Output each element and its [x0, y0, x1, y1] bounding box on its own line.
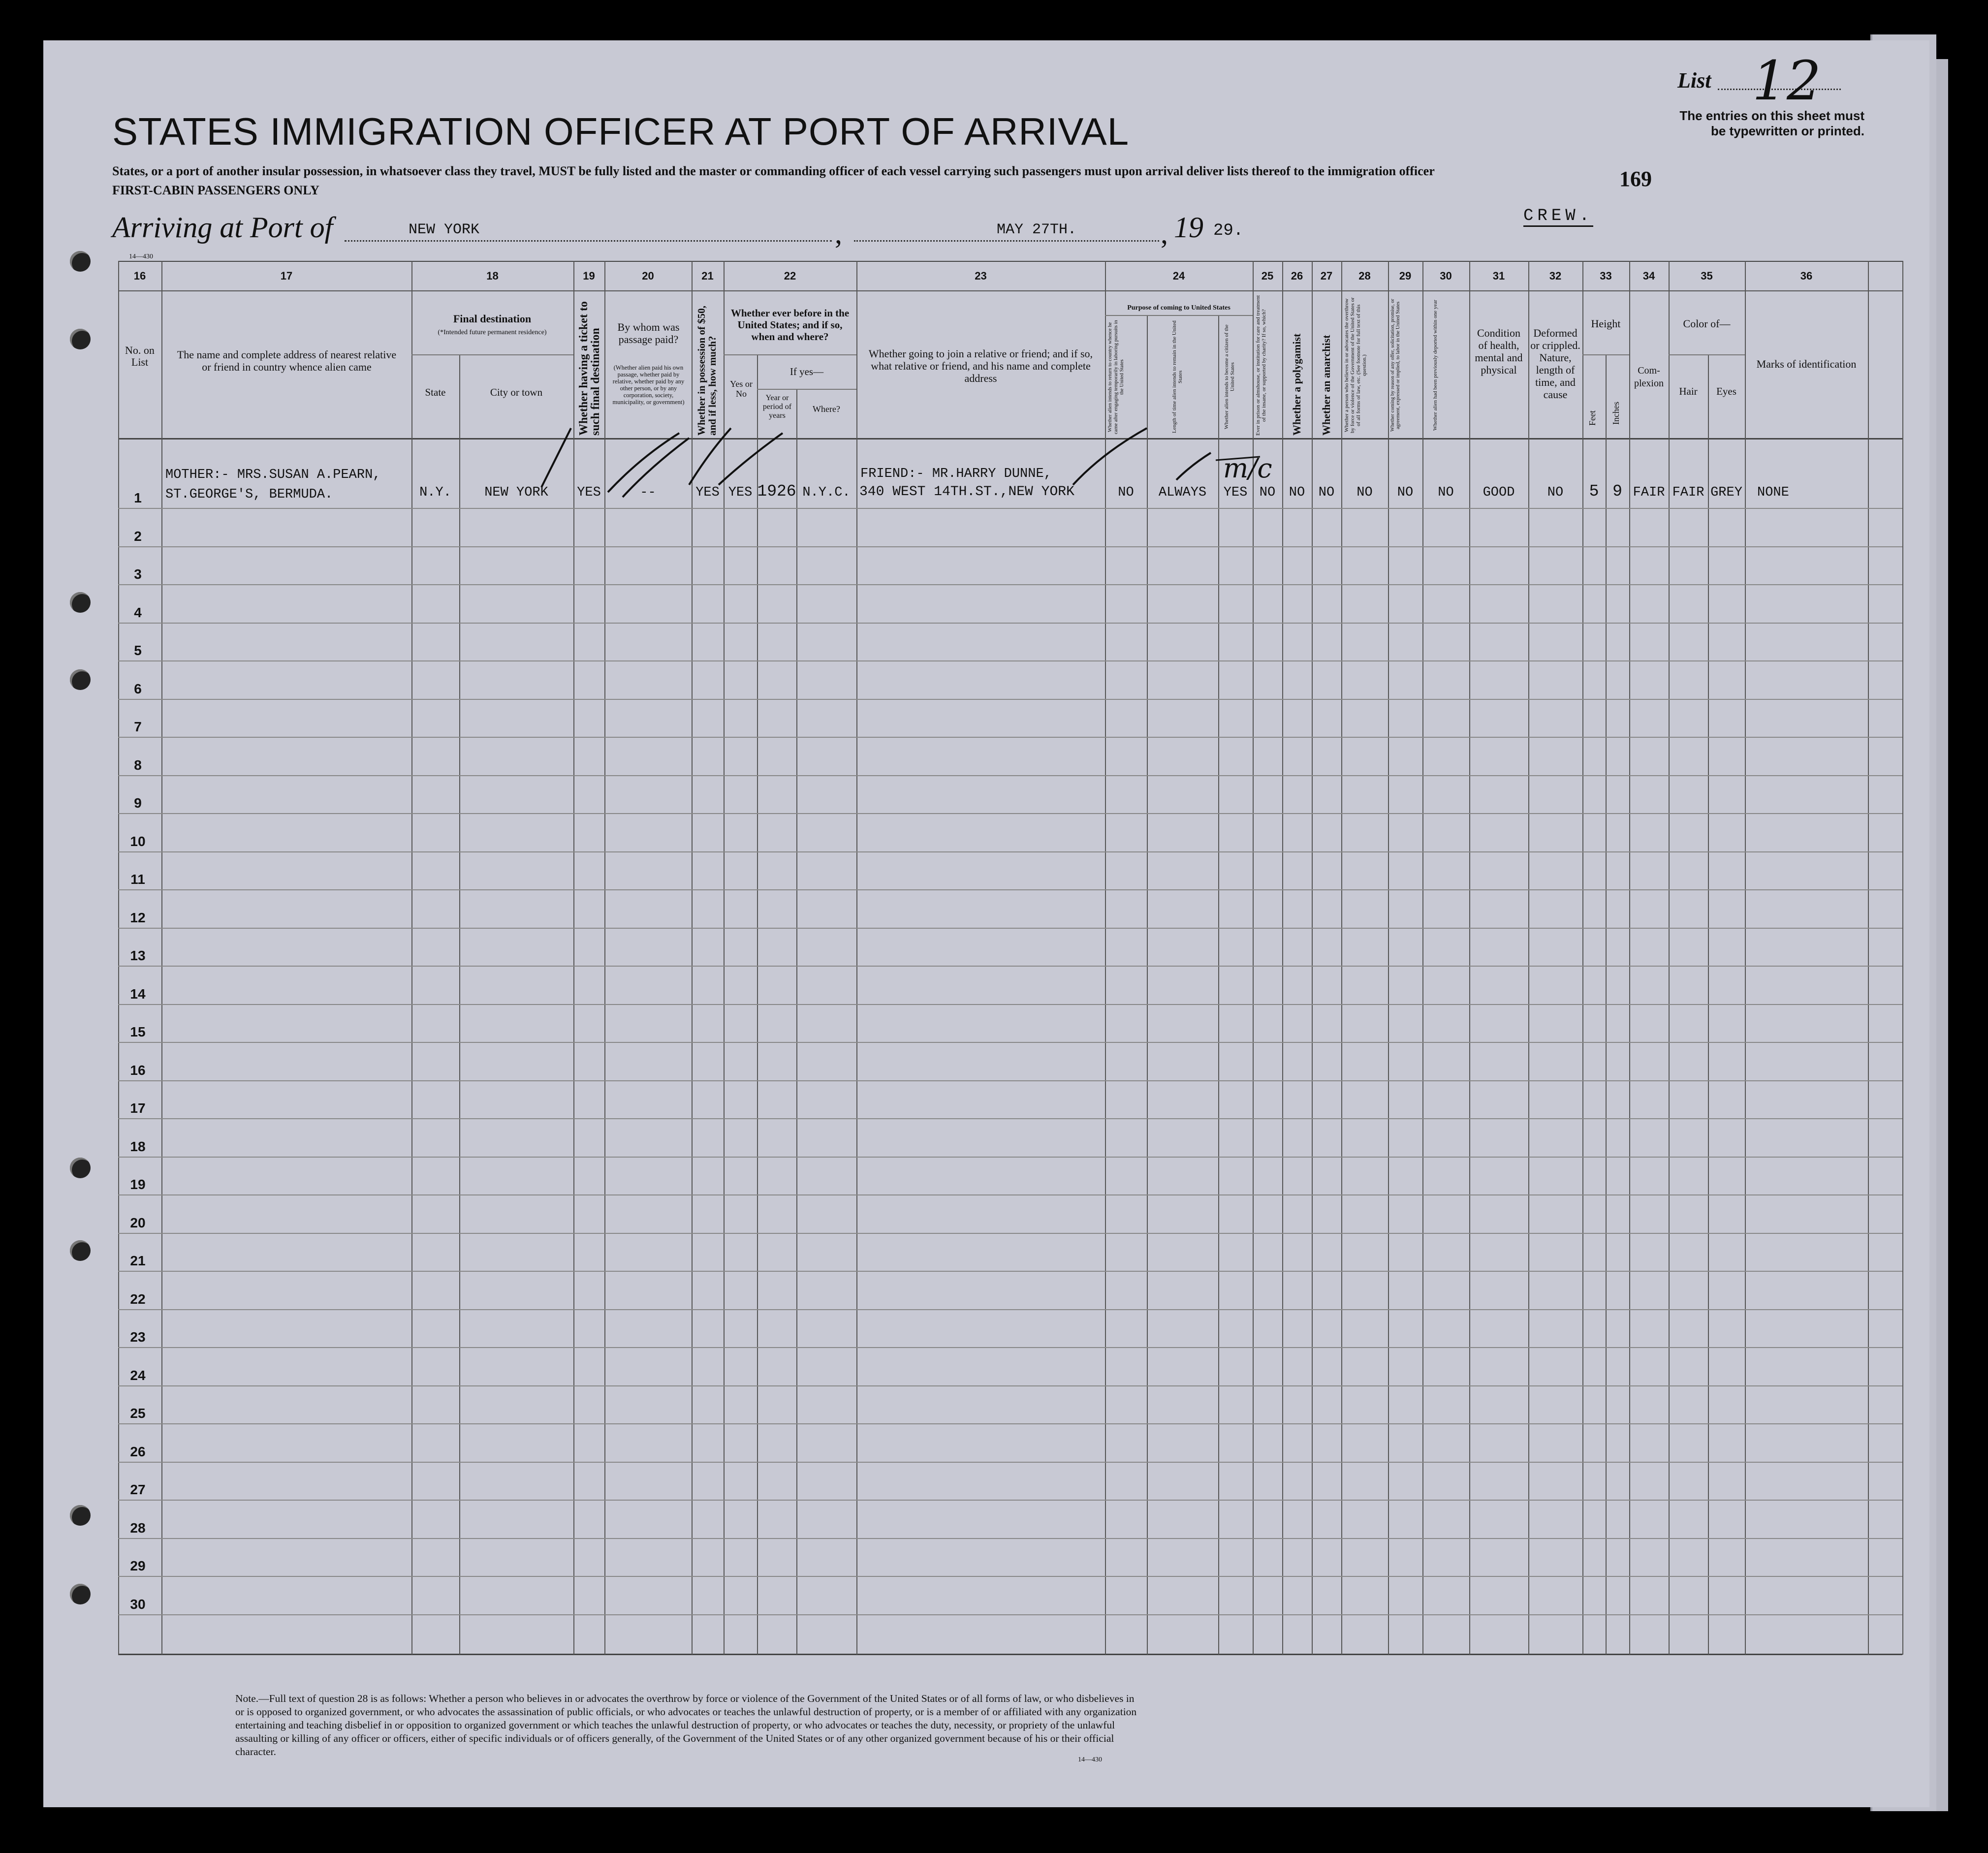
row-number: 4: [134, 604, 142, 620]
header-passage-paid-note: (Whether alien paid his own passage, whether paid by relative, whether paid by any other person, or by any corporation, society, municipality, or government): [612, 364, 685, 406]
header-offer: Whether coming by reason of any offer, solicitation, promise, or agreement, expressed or implied, to labor in the United States: [1390, 299, 1401, 432]
header-money: Whether in possession of $50, and if less, how much?: [695, 306, 718, 436]
eyes-value: GREY: [1710, 485, 1742, 500]
row-number: 15: [130, 1024, 146, 1039]
check-stroke: [1073, 428, 1147, 485]
row-number: 19: [130, 1177, 146, 1192]
row-number: 1: [134, 490, 142, 505]
where-value: N.Y.C.: [802, 485, 851, 500]
row-number: 3: [134, 566, 142, 582]
column-number: 25: [1261, 270, 1274, 282]
check-stroke: [608, 433, 679, 492]
year-prefix: 19: [1174, 211, 1203, 244]
header-deformed: Deformed or crippled. Nature, length of time, and cause: [1530, 327, 1580, 401]
header-passage-paid: By whom was passage paid?: [617, 321, 680, 345]
header-if-yes: If yes—: [789, 366, 824, 377]
inches-value: 9: [1612, 482, 1622, 501]
row-number: 12: [130, 910, 146, 925]
header-length: Length of time alien intends to remain in the United States: [1171, 320, 1183, 434]
check-stroke: [689, 428, 731, 485]
arriving-label: Arriving at Port of: [112, 211, 333, 244]
header-marks: Marks of identification: [1756, 358, 1857, 370]
column-number: 31: [1492, 270, 1505, 282]
header-complexion: Com-plexion: [1634, 365, 1664, 389]
header-deported: Whether alien had been previously deported within one year: [1432, 300, 1438, 431]
port-value: NEW YORK: [409, 221, 480, 238]
header-final-destination: Final destination: [453, 313, 532, 325]
polygamist-value: NO: [1289, 485, 1305, 500]
page-title: STATES IMMIGRATION OFFICER AT PORT OF ARRIVAL: [112, 110, 1130, 153]
row-number: 11: [130, 872, 145, 887]
year-value: 1926: [757, 482, 796, 501]
ticket-value: YES: [577, 485, 601, 500]
footnote-code: 14—430: [1078, 1756, 1102, 1763]
header-hair: Hair: [1679, 385, 1698, 397]
hair-value: FAIR: [1672, 485, 1704, 500]
column-number: 27: [1320, 270, 1333, 282]
row-number: 26: [130, 1444, 146, 1459]
feet-value: 5: [1589, 482, 1599, 501]
header-ever-before: Whether ever before in the United States; and if so, when and where?: [730, 307, 850, 343]
column-number: 22: [784, 270, 796, 282]
marks-value: NONE: [1757, 485, 1789, 500]
header-height: Height: [1591, 317, 1621, 330]
column-number: 33: [1600, 270, 1612, 282]
crew-label: CREW.: [1523, 207, 1593, 227]
header-inches: Inches: [1611, 402, 1621, 425]
column-number: 28: [1358, 270, 1371, 282]
header-where: Where?: [813, 404, 840, 414]
header-yes-no: Yes or No: [730, 379, 753, 399]
row-number: 23: [130, 1329, 146, 1345]
row-number: 22: [130, 1291, 146, 1307]
row-number: 5: [134, 643, 142, 658]
header-relative-address: The name and complete address of nearest relative or friend in country whence alien came: [177, 348, 397, 373]
footnote: [235, 1692, 1141, 1759]
column-number: 18: [486, 270, 499, 282]
dest-city: NEW YORK: [484, 485, 548, 500]
date-value: MAY 27TH.: [997, 221, 1077, 238]
comma: ,: [835, 217, 842, 250]
header-color: Color of—: [1683, 317, 1731, 330]
header-citizen: Whether alien intends to become a citizen of the United States: [1224, 324, 1235, 430]
row-number: 7: [134, 719, 142, 734]
row-number: 18: [130, 1138, 146, 1154]
overthrow-value: NO: [1357, 485, 1373, 500]
row-number: 28: [130, 1520, 146, 1536]
header-polygamist: Whether a polygamist: [1291, 333, 1303, 436]
column-number: 29: [1399, 270, 1412, 282]
return-value: NO: [1118, 485, 1134, 500]
relative-line-2: ST.GEORGE'S, BERMUDA.: [165, 487, 333, 502]
column-number: 16: [133, 270, 146, 282]
header-final-destination-note: (*Intended future permanent residence): [438, 329, 547, 336]
check-stroke: [719, 433, 783, 485]
citizen-value: YES: [1223, 485, 1248, 500]
friend-line-1: FRIEND:- MR.HARRY DUNNE,: [860, 467, 1052, 481]
row-number: 24: [130, 1367, 146, 1383]
header-state: State: [425, 386, 446, 398]
before-value: YES: [728, 485, 753, 500]
year-suffix: 29.: [1213, 221, 1244, 240]
row-number: 6: [134, 681, 142, 696]
header-return: Whether alien intends to return to country whence he came after engaging temporarily in laboring pursuits in the United States: [1107, 320, 1125, 434]
list-number: 12: [1752, 49, 1821, 112]
column-number: 32: [1549, 270, 1562, 282]
header-no-on-list: No. on List: [125, 344, 155, 368]
column-number: 19: [583, 270, 595, 282]
header-eyes: Eyes: [1716, 385, 1736, 397]
footnote-text: Note.—Full text of question 28 is as follows: Whether a person who believes in or advocates the overthrow by force or violence of the Government of the United States or of all forms of law, or who disbelieves in or is opposed to organized government, or who advocates the assassination of public officials, or who advocates or teaches the unlawful destruction of property, or is a member of or affiliated with any organization entertaining and teaching disbelief in or opposition to organized government or which teaches the unlawful destruction of property, or who advocates or teaches the duty, necessity, or propriety of the unlawful assaulting or killing of any officer or officers, either of specific individuals or of officers generally, of the Government of the United States or of any other organized government because of his or their official character.: [235, 1693, 1137, 1758]
deformed-value: NO: [1547, 485, 1564, 500]
row-number: 21: [130, 1253, 146, 1268]
row-number: 20: [130, 1215, 146, 1230]
health-value: GOOD: [1483, 485, 1515, 500]
column-number: 24: [1172, 270, 1185, 282]
row-number: 13: [130, 948, 146, 963]
row-number: 25: [130, 1406, 146, 1421]
column-number: 34: [1642, 270, 1655, 282]
header-overthrow: Whether a person who believes in or advocates the overthrow by force or violence of the Government of the United States or of all forms of law, etc. (See footnote for full text of this question.): [1344, 297, 1367, 434]
row-number: 14: [130, 986, 146, 1002]
header-joining: Whether going to join a relative or friend; and if so, what relative or friend, and his name and complete address: [868, 347, 1093, 384]
entries-note-line: The entries on this sheet must: [1679, 108, 1864, 123]
row-number: 9: [134, 795, 142, 811]
row-number: 16: [130, 1062, 146, 1078]
friend-line-2: 340 WEST 14TH.ST.,NEW YORK: [859, 484, 1074, 500]
row-number: 29: [130, 1558, 146, 1573]
row-number: 10: [130, 833, 146, 849]
column-number: 20: [642, 270, 654, 282]
check-stroke: [541, 428, 571, 487]
column-number: 17: [280, 270, 293, 282]
list-label: List: [1677, 68, 1711, 93]
relative-line-1: MOTHER:- MRS.SUSAN A.PEARN,: [165, 468, 381, 482]
anarchist-value: NO: [1318, 485, 1335, 500]
offer-value: NO: [1397, 485, 1414, 500]
row-number: 30: [130, 1596, 146, 1612]
header-city: City or town: [490, 386, 543, 398]
row-number: 27: [130, 1482, 146, 1497]
column-number: 30: [1440, 270, 1452, 282]
complexion-value: FAIR: [1633, 485, 1665, 500]
header-ticket: Whether having a ticket to such final destination: [577, 301, 602, 436]
cabin-class-text: FIRST-CABIN PASSENGERS ONLY: [112, 183, 319, 197]
form-code: 14—430: [129, 253, 153, 260]
check-stroke: [1216, 457, 1260, 460]
column-number: 23: [975, 270, 987, 282]
deported-value: NO: [1438, 485, 1454, 500]
paid-by-value: --: [640, 485, 656, 500]
length-value: ALWAYS: [1158, 485, 1207, 500]
money-value: YES: [695, 485, 720, 500]
column-number: 36: [1800, 270, 1813, 282]
column-number: 26: [1291, 270, 1303, 282]
instruction-text: States, or a port of another insular possession, in whatsoever class they travel, MUST be fully listed and the master or commanding officer of each vessel carrying such passengers must upon arrival deliver lists thereof to the immigration officer: [112, 164, 1435, 178]
check-stroke: [1176, 453, 1211, 480]
comma: ,: [1161, 217, 1168, 250]
page-number: 169: [1619, 167, 1652, 191]
header-anarchist: Whether an anarchist: [1320, 335, 1332, 436]
header-health: Condition of health, mental and physical: [1475, 327, 1523, 376]
row-number: 2: [134, 528, 142, 544]
dest-state: N.Y.: [419, 485, 451, 500]
row-number: 8: [134, 757, 142, 773]
column-number: 35: [1701, 270, 1713, 282]
header-purpose: Purpose of coming to United States: [1127, 304, 1231, 312]
row-number: 17: [130, 1100, 146, 1116]
handwritten-annotation: m/c: [1223, 453, 1272, 484]
header-feet: Feet: [1587, 410, 1597, 426]
column-number: 21: [701, 270, 714, 282]
entries-note-line: be typewritten or printed.: [1710, 124, 1864, 138]
header-prison: Ever in prison or almshouse, or institution for care and treatment of the insane, or supported by charity? If so, which?: [1255, 295, 1267, 436]
prison-value: NO: [1259, 485, 1276, 500]
header-year: Year or period of years: [762, 394, 792, 420]
